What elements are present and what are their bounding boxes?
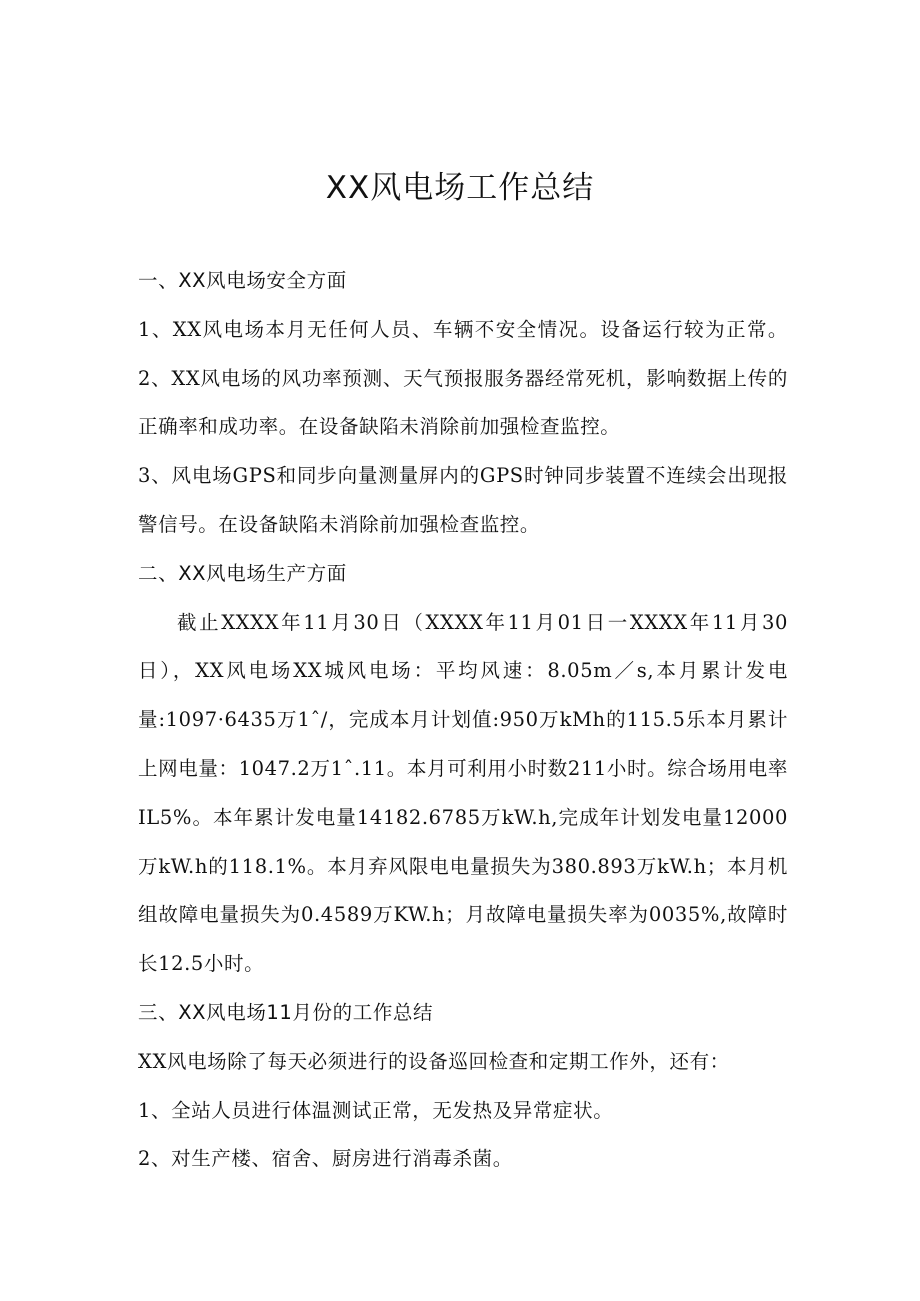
summary-paragraph-item-1: 1、全站人员进行体温测试正常，无发热及异常症状。 <box>138 1098 614 1122</box>
section-heading-safety: 一、XX风电场安全方面 <box>138 269 347 292</box>
summary-paragraph-item-2: 2、对生产楼、宿舍、厨房进行消毒杀菌。 <box>138 1147 513 1171</box>
section-heading-november-summary: 三、XX风电场11月份的工作总结 <box>138 1000 434 1024</box>
summary-paragraph-intro: XX风电场除了每天必须进行的设备巡回检查和定期工作外，还有： <box>138 1049 730 1073</box>
section-heading-production: 二、XX风电场生产方面 <box>138 561 347 585</box>
production-paragraph: 截止XXXX年11月30日（XXXX年11月01日一XXXX年11月30日），XX风电场XX城风电场：平均风速：8.05m／s,本月累计发电量:1097·6435万1ˆ/，完成本月计划值:950万kMh的115.5乐本月累计上网电量：1047.2万1ˆ.11。本月可利用小时数211小时。综合场用电率IL5%。本年累计发电量14182.6785万kW.h,完成年计划发电量12000万kW.h的118.1%。本月弃风限电电量损失为380.893万kW.h；本月机组故障电量损失为0.4589万KW.h；月故障电量损失率为0035%,故障时长12.5小时。 <box>138 610 788 976</box>
document-title: XX风电场工作总结 <box>325 170 595 206</box>
document-body <box>138 257 788 1184</box>
safety-paragraph-2: 3、风电场GPS和同步向量测量屏内的GPS时钟同步装置不连续会出现报警信号。在设备缺陷未消除前加强检查监控。 <box>138 464 788 536</box>
safety-paragraph-1: 1、XX风电场本月无任何人员、车辆不安全情况。设备运行较为正常。2、XX风电场的风功率预测、天气预报服务器经常死机，影响数据上传的正确率和成功率。在设备缺陷未消除前加强检查监控。 <box>138 317 788 439</box>
